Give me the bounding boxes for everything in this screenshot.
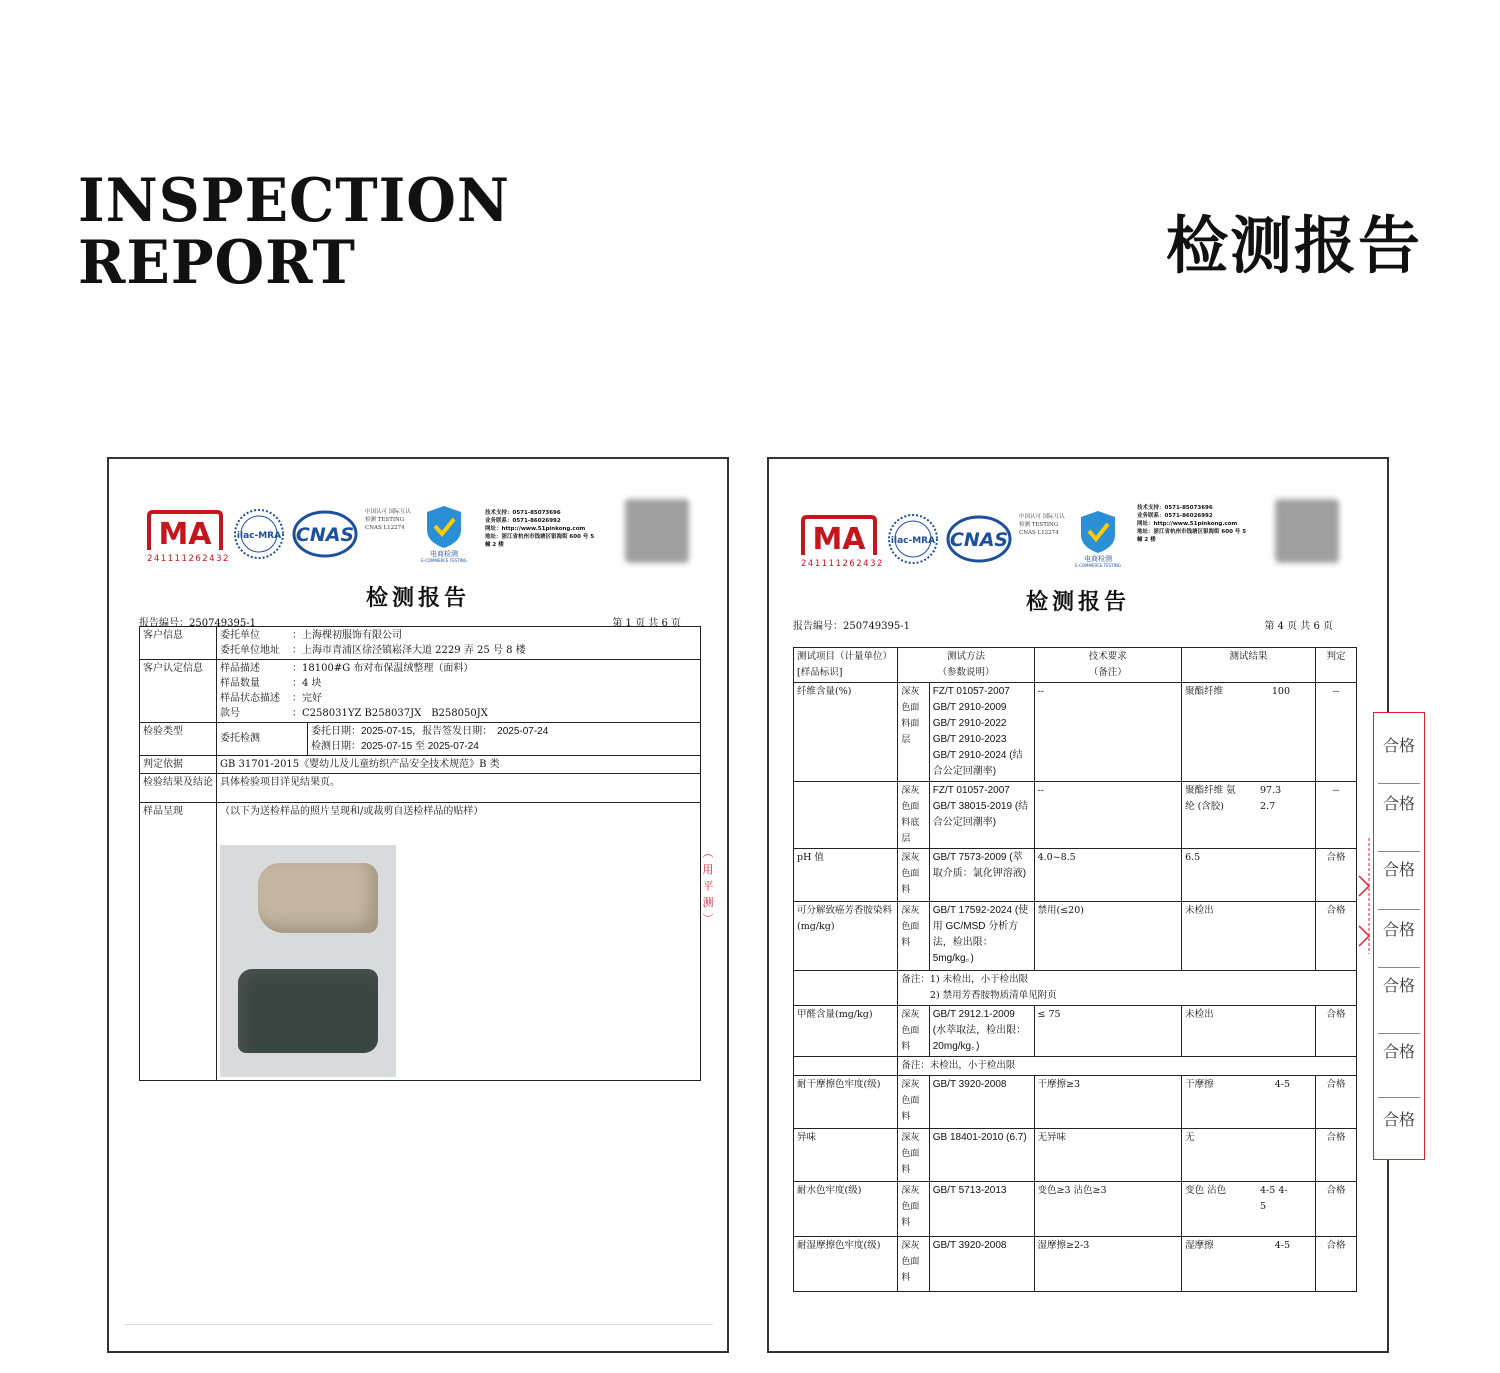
field-value: ：C258031YZ B258037JX B258050JX bbox=[292, 708, 488, 719]
table-row bbox=[140, 627, 701, 660]
qr-code-icon bbox=[1275, 499, 1339, 563]
result-cell bbox=[1182, 1006, 1316, 1057]
item-cell bbox=[794, 971, 898, 1006]
result-name: 6.5 bbox=[1185, 852, 1201, 863]
row-value: GB 31701-2015《婴幼儿及儿童纺织产品安全技术规范》B 类 bbox=[217, 756, 701, 774]
svg-text:E-COMMERCE TESTING: E-COMMERCE TESTING bbox=[1075, 563, 1121, 567]
item-cell: 耐干摩擦色牢度(级) bbox=[794, 1076, 898, 1129]
header-subtext: （参数说明） bbox=[937, 667, 995, 678]
requirement-cell: -- bbox=[1034, 683, 1182, 782]
svg-text:MA: MA bbox=[158, 517, 212, 552]
table-row bbox=[140, 723, 701, 756]
judge-cell: -- bbox=[1316, 782, 1357, 849]
table-row bbox=[794, 1076, 1357, 1129]
contact-line: 业务联系：0571-86026992 bbox=[485, 518, 561, 524]
sample-cell: 深灰色面料 bbox=[898, 1076, 929, 1129]
logo-bar bbox=[799, 505, 1359, 579]
sample-cell: 深灰色面料 bbox=[898, 1237, 929, 1292]
test-date: 检测日期：2025-07-15 至 2025-07-24 bbox=[311, 741, 479, 752]
result-cell bbox=[1182, 849, 1316, 902]
row-label: 检验结果及结论 bbox=[140, 774, 217, 803]
dark-fabric-sample bbox=[238, 969, 378, 1053]
col-header-item bbox=[794, 648, 898, 683]
item-cell: 甲醛含量(mg/kg) bbox=[794, 1006, 898, 1057]
sample-photo bbox=[220, 845, 396, 1077]
footer-divider bbox=[125, 1324, 713, 1325]
verdict-label: 合格 bbox=[1382, 976, 1415, 995]
result-cell bbox=[1182, 1182, 1316, 1237]
row-value bbox=[217, 627, 701, 660]
result-value: 97.3 2.7 bbox=[1260, 785, 1282, 812]
result-value: 100 bbox=[1271, 686, 1291, 697]
judge-cell: 合格 bbox=[1316, 1129, 1357, 1182]
verdict-label: 合格 bbox=[1382, 1110, 1415, 1129]
svg-text:ilac-MRA: ilac-MRA bbox=[236, 531, 282, 541]
verdict-label: 合格 bbox=[1382, 736, 1415, 755]
method-cell: GB/T 17592-2024 (使用 GC/MSD 分析方法，检出限：5mg/kg。) bbox=[929, 902, 1034, 971]
row-value: 具体检验项目详见结果页。 bbox=[217, 774, 701, 803]
headline-line1: INSPECTION bbox=[78, 166, 510, 236]
table-row bbox=[794, 782, 1357, 849]
requirement-cell: 干摩擦≥3 bbox=[1034, 1076, 1182, 1129]
row-value bbox=[217, 803, 701, 1081]
table-row bbox=[794, 902, 1357, 971]
row-label: 样品呈现 bbox=[140, 803, 217, 1081]
result-value: 4-5 4-5 bbox=[1260, 1185, 1288, 1212]
report-title: 检测报告 bbox=[1025, 590, 1130, 615]
ecommerce-testing-logo-icon bbox=[409, 504, 479, 562]
svg-text:E-COMMERCE TESTING: E-COMMERCE TESTING bbox=[421, 558, 467, 562]
result-name: 湿摩擦 bbox=[1185, 1240, 1214, 1251]
result-cell bbox=[1182, 1129, 1316, 1182]
contact-info bbox=[485, 509, 615, 549]
field-label: 委托单位 bbox=[220, 630, 260, 641]
table-row bbox=[794, 849, 1357, 902]
sample-cell: 深灰色面料底层 bbox=[898, 782, 929, 849]
field-value: ：18100#G 布对布保温绒整理（面料） bbox=[292, 663, 474, 674]
field-value: ：4 块 bbox=[292, 678, 322, 689]
requirement-cell: 禁用(≤20) bbox=[1034, 902, 1182, 971]
headline-english bbox=[78, 166, 510, 298]
requirement-cell: -- bbox=[1034, 782, 1182, 849]
cnas-logo-icon bbox=[946, 515, 1012, 563]
judge-cell: 合格 bbox=[1316, 849, 1357, 902]
table-row bbox=[794, 1006, 1357, 1057]
table-row bbox=[794, 1129, 1357, 1182]
svg-text:CNAS: CNAS bbox=[949, 529, 1009, 551]
judge-cell: 合格 bbox=[1316, 1006, 1357, 1057]
method-cell: FZ/T 01057-2007 GB/T 2910-2009 GB/T 2910-2022 GB/T 2910-2023 GB/T 2910-2024 (结合公定回潮率) bbox=[929, 683, 1034, 782]
row-value bbox=[217, 660, 701, 723]
row-value bbox=[217, 723, 701, 756]
table-row bbox=[794, 1237, 1357, 1292]
header-subtext: （备注） bbox=[1088, 667, 1127, 678]
page-indicator: 第 1 页 共 6 页 bbox=[612, 618, 681, 629]
method-cell: GB 18401-2010 (6.7) bbox=[929, 1129, 1034, 1182]
method-cell: GB/T 2912.1-2009 (水萃取法，检出限：20mg/kg。) bbox=[929, 1006, 1034, 1057]
judge-cell: 合格 bbox=[1316, 1182, 1357, 1237]
field-label: 样品描述 bbox=[220, 663, 260, 674]
field-value: 委托检测 bbox=[220, 733, 260, 744]
table-header-row bbox=[794, 648, 1357, 683]
judge-cell: 合格 bbox=[1316, 902, 1357, 971]
table-row bbox=[140, 660, 701, 723]
report-page-1 bbox=[107, 457, 729, 1353]
verdict-divider bbox=[1378, 1033, 1420, 1034]
row-label: 判定依据 bbox=[140, 756, 217, 774]
verdict-label: 合格 bbox=[1382, 860, 1415, 879]
client-info-table bbox=[139, 626, 701, 1081]
verdict-overlay-box bbox=[1373, 712, 1425, 1160]
table-row bbox=[794, 971, 1357, 1006]
contact-line: 业务联系：0571-86026992 bbox=[1137, 513, 1213, 519]
method-cell: GB/T 7573-2009 (萃取介质：氯化钾溶液) bbox=[929, 849, 1034, 902]
row-label: 客户信息 bbox=[140, 627, 217, 660]
headline-chinese: 检测报告 bbox=[1165, 209, 1422, 282]
table-row bbox=[140, 774, 701, 803]
cnas-logo-icon bbox=[292, 510, 358, 558]
table-row bbox=[794, 1182, 1357, 1237]
result-cell bbox=[1182, 902, 1316, 971]
method-cell: FZ/T 01057-2007 GB/T 38015-2019 (结合公定回潮率) bbox=[929, 782, 1034, 849]
red-stamp-fragment-icon bbox=[1355, 836, 1373, 956]
field-value: ：上海棵初服饰有限公司 bbox=[292, 630, 402, 641]
table-row bbox=[140, 756, 701, 774]
cnas-caption: 中国认可 国际互认 检测 TESTING CNAS L12274 bbox=[365, 509, 411, 531]
table-row bbox=[794, 683, 1357, 782]
verdict-divider bbox=[1378, 967, 1420, 968]
report-number: 报告编号：250749395-1 bbox=[139, 618, 257, 629]
verdict-divider bbox=[1378, 783, 1420, 784]
contact-line: 网址：http://www.51pinkong.com bbox=[485, 526, 586, 532]
sample-note: （以下为送检样品的照片呈现和/或裁剪自送检样品的贴样） bbox=[220, 806, 484, 817]
result-cell bbox=[1182, 1237, 1316, 1292]
method-cell: GB/T 3920-2008 bbox=[929, 1237, 1034, 1292]
cma-number: 241111262432 bbox=[801, 559, 884, 569]
svg-text:MA: MA bbox=[812, 522, 866, 557]
requirement-cell: 湿摩擦≥2-3 bbox=[1034, 1237, 1182, 1292]
result-value: 4-5 bbox=[1274, 1240, 1291, 1251]
qr-code-icon bbox=[625, 499, 689, 563]
item-cell: 可分解致癌芳香胺染料(mg/kg) bbox=[794, 902, 898, 971]
logo-bar bbox=[145, 504, 705, 574]
contact-line: 地址：浙江省杭州市钱塘区银海街 600 号 5 bbox=[1137, 529, 1247, 535]
judge-cell: -- bbox=[1316, 683, 1357, 782]
cma-logo-icon bbox=[145, 510, 225, 554]
field-label: 委托单位地址 bbox=[220, 645, 280, 656]
sample-cell: 深灰色面料面层 bbox=[898, 683, 929, 782]
verdict-divider bbox=[1378, 1097, 1420, 1098]
report-page-4 bbox=[767, 457, 1389, 1353]
header-text: 技术要求 bbox=[1088, 651, 1127, 662]
result-cell bbox=[1182, 1076, 1316, 1129]
test-results-table bbox=[793, 647, 1357, 1292]
svg-text:电商检测: 电商检测 bbox=[1084, 555, 1112, 563]
entrust-date: 委托日期：2025-07-15，报告签发日期： 2025-07-24 bbox=[311, 726, 549, 737]
sample-cell: 深灰色面料 bbox=[898, 1182, 929, 1237]
note-cell: 备注：未检出，小于检出限 bbox=[898, 1057, 1357, 1076]
row-label: 客户认定信息 bbox=[140, 660, 217, 723]
result-cell bbox=[1182, 782, 1316, 849]
item-cell bbox=[794, 1057, 898, 1076]
verdict-divider bbox=[1378, 851, 1420, 852]
result-value: 4-5 bbox=[1274, 1079, 1291, 1090]
ilac-mra-logo-icon bbox=[233, 508, 285, 560]
seal-edge-stamp: （ 用 平 测 ） bbox=[701, 847, 714, 925]
field-label: 样品数量 bbox=[220, 678, 260, 689]
field-label: 款号 bbox=[220, 708, 240, 719]
item-cell: 异味 bbox=[794, 1129, 898, 1182]
page-indicator: 第 4 页 共 6 页 bbox=[1264, 621, 1333, 632]
svg-text:ilac-MRA: ilac-MRA bbox=[890, 536, 936, 546]
verdict-label: 合格 bbox=[1382, 920, 1415, 939]
sample-cell: 深灰色面料 bbox=[898, 1006, 929, 1057]
col-header-judge: 判定 bbox=[1316, 648, 1357, 683]
sample-cell: 深灰色面料 bbox=[898, 849, 929, 902]
result-name: 聚酯纤维 bbox=[1185, 686, 1224, 697]
note-cell: 备注：1) 未检出，小于检出限 2) 禁用芳香胺物质清单见附页 bbox=[898, 971, 1357, 1006]
table-row bbox=[794, 1057, 1357, 1076]
contact-line: 幢 2 楼 bbox=[485, 542, 504, 548]
judge-cell: 合格 bbox=[1316, 1076, 1357, 1129]
field-label: 样品状态描述 bbox=[220, 693, 280, 704]
requirement-cell: ≤ 75 bbox=[1034, 1006, 1182, 1057]
result-name: 未检出 bbox=[1185, 905, 1214, 916]
ecommerce-testing-logo-icon bbox=[1063, 509, 1133, 567]
header-text: 测试方法 bbox=[946, 651, 985, 662]
ilac-mra-logo-icon bbox=[887, 513, 939, 565]
col-header-method bbox=[898, 648, 1034, 683]
cnas-caption: 中国认可 国际互认 检测 TESTING CNAS L12274 bbox=[1019, 514, 1065, 536]
cma-number: 241111262432 bbox=[147, 554, 230, 564]
judge-cell: 合格 bbox=[1316, 1237, 1357, 1292]
col-header-requirement bbox=[1034, 648, 1182, 683]
contact-line: 幢 2 楼 bbox=[1137, 537, 1156, 543]
requirement-cell: 无异味 bbox=[1034, 1129, 1182, 1182]
result-name: 变色 沾色 bbox=[1185, 1185, 1227, 1196]
header-subtext: [样品标识] bbox=[797, 667, 843, 678]
item-cell: 耐水色牢度(级) bbox=[794, 1182, 898, 1237]
table-row bbox=[140, 803, 701, 1081]
field-value: ：上海市青浦区徐泾镇崧泽大道 2229 弄 25 号 8 楼 bbox=[292, 645, 526, 656]
result-name: 干摩擦 bbox=[1185, 1079, 1214, 1090]
verdict-label: 合格 bbox=[1382, 1042, 1415, 1061]
result-name: 无 bbox=[1185, 1132, 1195, 1143]
requirement-cell: 4.0~8.5 bbox=[1034, 849, 1182, 902]
result-cell bbox=[1182, 683, 1316, 782]
item-cell bbox=[794, 782, 898, 849]
headline-line2: REPORT bbox=[78, 228, 356, 298]
method-cell: GB/T 5713-2013 bbox=[929, 1182, 1034, 1237]
sample-cell: 深灰色面料 bbox=[898, 1129, 929, 1182]
requirement-cell: 变色≥3 沾色≥3 bbox=[1034, 1182, 1182, 1237]
header-text: 测试项目（计量单位） bbox=[797, 651, 893, 662]
svg-text:电商检测: 电商检测 bbox=[430, 550, 458, 558]
sample-cell: 深灰色面料 bbox=[898, 902, 929, 971]
cma-logo-icon bbox=[799, 515, 879, 559]
report-title: 检测报告 bbox=[365, 586, 470, 611]
method-cell: GB/T 3920-2008 bbox=[929, 1076, 1034, 1129]
item-cell: 耐湿摩擦色牢度(级) bbox=[794, 1237, 898, 1292]
field-value: ：完好 bbox=[292, 693, 322, 704]
contact-info bbox=[1137, 504, 1267, 544]
seal-edge-stamp bbox=[1355, 836, 1373, 956]
contact-line: 地址：浙江省杭州市钱塘区银海街 600 号 5 bbox=[485, 534, 595, 540]
col-header-result: 测试结果 bbox=[1182, 648, 1316, 683]
row-label: 检验类型 bbox=[140, 723, 217, 756]
item-cell: pH 值 bbox=[794, 849, 898, 902]
report-number: 报告编号：250749395-1 bbox=[793, 621, 911, 632]
item-cell: 纤维含量(%) bbox=[794, 683, 898, 782]
result-name: 聚酯纤维 氨纶 (含胶) bbox=[1185, 785, 1236, 812]
contact-line: 技术支持：0571-85073696 bbox=[1137, 505, 1213, 511]
svg-text:CNAS: CNAS bbox=[295, 524, 355, 546]
verdict-divider bbox=[1378, 909, 1420, 910]
beige-fabric-sample bbox=[258, 863, 378, 933]
contact-line: 网址：http://www.51pinkong.com bbox=[1137, 521, 1238, 527]
verdict-label: 合格 bbox=[1382, 794, 1415, 813]
contact-line: 技术支持：0571-85073696 bbox=[485, 510, 561, 516]
result-name: 未检出 bbox=[1185, 1009, 1214, 1020]
